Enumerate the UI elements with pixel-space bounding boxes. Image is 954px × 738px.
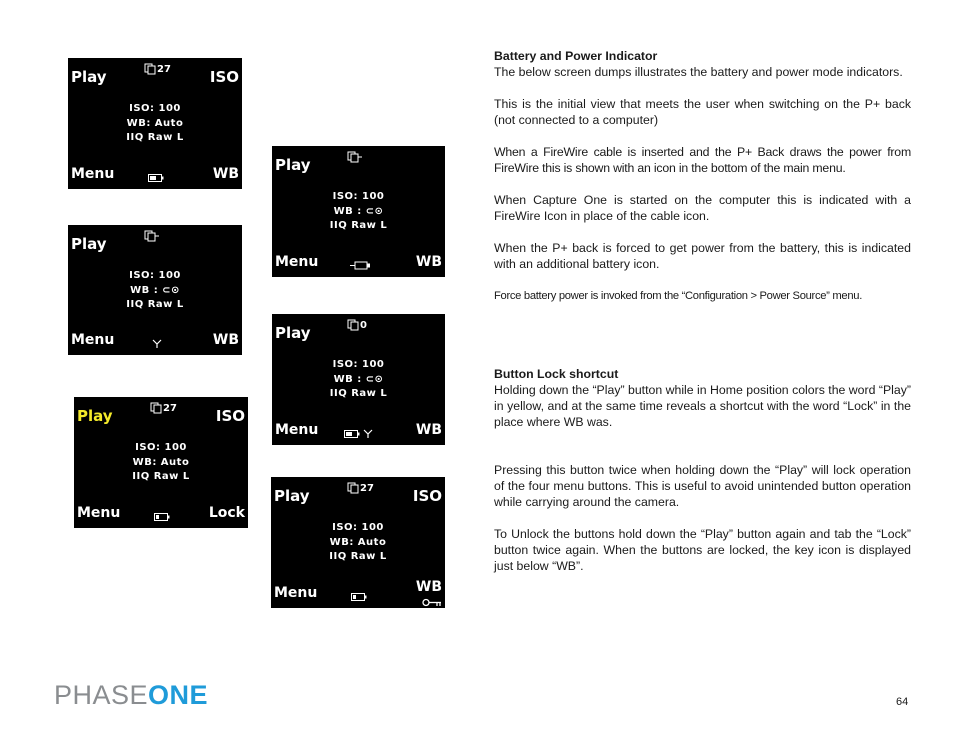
camera-screen-forced-battery — [272, 314, 445, 445]
play-button-label[interactable]: Play — [275, 156, 311, 174]
camera-screen-locked — [271, 477, 445, 608]
camera-screen-firewire — [68, 225, 242, 355]
capture-settings — [271, 521, 445, 565]
raw-format: IIQ Raw L — [329, 551, 387, 562]
iso-button-label[interactable]: ISO — [209, 68, 239, 86]
images-icon — [144, 63, 156, 75]
lock-button-label[interactable]: Lock — [208, 505, 245, 521]
play-button-label[interactable]: Play — [274, 487, 310, 505]
image-count — [347, 151, 364, 163]
status-icons — [154, 512, 170, 522]
wb-value: WB: Auto — [132, 456, 190, 468]
button-lock-section — [494, 366, 911, 574]
iso-value: ISO: 100 — [129, 103, 181, 114]
wb-button-label[interactable]: WB — [212, 166, 239, 182]
capture-settings — [272, 358, 445, 402]
battery-icon — [148, 174, 164, 182]
iso-value: ISO: 100 — [332, 359, 385, 370]
battery-icon — [154, 513, 170, 521]
wb-value: WB: Auto — [329, 536, 387, 548]
status-icons — [351, 592, 367, 602]
raw-format: IIQ Raw L — [132, 471, 190, 482]
section-heading: Button Lock shortcut — [494, 367, 619, 381]
paragraph: To Unlock the buttons hold down the “Play” button again and tab the “Lock” button twice again. When the buttons are locked, the key icon is displayed just below “WB”. — [494, 527, 911, 573]
wb-button-label[interactable]: WB — [415, 579, 442, 595]
page-number: 64 — [896, 696, 909, 708]
status-icons — [152, 339, 162, 350]
image-count: 27 — [144, 63, 171, 75]
iso-value: ISO: 100 — [332, 522, 384, 533]
images-icon — [347, 319, 359, 331]
firewire-icon — [363, 429, 373, 439]
image-count: 27 — [347, 482, 374, 494]
battery-icon — [351, 593, 367, 601]
paragraph: This is the initial view that meets the user when switching on the P+ back (not connected to a computer) — [494, 97, 911, 127]
paragraph: Holding down the “Play” button while in Home position colors the word “Play” in yellow, and at the same time reveals a shortcut with the word “Lock” in the place where WB was. — [494, 383, 911, 429]
iso-button-label[interactable]: ISO — [412, 487, 442, 505]
firewire-cable-icon — [350, 261, 372, 270]
camera-screen-cable — [272, 146, 445, 277]
menu-button-label[interactable]: Menu — [275, 254, 319, 270]
menu-button-label[interactable]: Menu — [275, 422, 319, 438]
status-icons — [350, 261, 372, 271]
firewire-icon — [152, 339, 162, 349]
image-count: 0 — [347, 319, 367, 331]
camera-screen-lock-shortcut — [74, 397, 248, 528]
paragraph: When Capture One is started on the computer this is indicated with a FireWire Icon in place of the cable icon. — [494, 193, 911, 223]
menu-button-label[interactable]: Menu — [71, 166, 115, 182]
menu-button-label[interactable]: Menu — [71, 332, 115, 348]
menu-button-label[interactable]: Menu — [77, 505, 121, 521]
status-icons — [148, 173, 164, 183]
capture-settings — [68, 102, 242, 146]
paragraph: When a FireWire cable is inserted and the P+ Back draws the power from FireWire this is shown with an icon in the bottom of the main menu. — [494, 145, 911, 175]
wb-button-label[interactable]: WB — [415, 254, 442, 270]
phase-one-logo: PHASEONE — [54, 680, 209, 710]
wb-value: WB: Auto — [126, 117, 184, 129]
wb-value: WB : ⊂⊙ — [130, 284, 180, 296]
status-icons — [344, 429, 373, 440]
capture-settings — [68, 269, 242, 313]
play-button-label[interactable]: Play — [275, 324, 311, 342]
key-icon — [422, 598, 442, 607]
images-icon — [347, 151, 363, 163]
raw-format: IIQ Raw L — [126, 299, 184, 310]
images-icon — [347, 482, 359, 494]
battery-section — [494, 48, 911, 304]
menu-button-label[interactable]: Menu — [274, 585, 318, 601]
play-button-label[interactable]: Play — [71, 68, 107, 86]
image-count: 27 — [150, 402, 177, 414]
images-icon — [150, 402, 162, 414]
raw-format: IIQ Raw L — [126, 132, 184, 143]
iso-value: ISO: 100 — [332, 191, 385, 202]
play-button-label[interactable]: Play — [77, 407, 113, 425]
paragraph: The below screen dumps illustrates the battery and power mode indicators. — [494, 65, 903, 79]
wb-button-label[interactable]: WB — [415, 422, 442, 438]
images-icon — [144, 230, 160, 242]
wb-button-label[interactable]: WB — [212, 332, 239, 348]
iso-button-label[interactable]: ISO — [215, 407, 245, 425]
capture-settings — [74, 441, 248, 485]
paragraph: Pressing this button twice when holding down the “Play” will lock operation of the four menu buttons. This is useful to avoid unintended button operation while carrying around the camera. — [494, 463, 911, 509]
image-count — [144, 230, 161, 242]
raw-format: IIQ Raw L — [329, 388, 388, 399]
wb-value: WB : ⊂⊙ — [333, 205, 384, 217]
iso-value: ISO: 100 — [129, 270, 181, 281]
play-button-label[interactable]: Play — [71, 235, 107, 253]
battery-icon — [344, 430, 360, 438]
capture-settings — [272, 190, 445, 234]
wb-value: WB : ⊂⊙ — [333, 373, 384, 385]
iso-value: ISO: 100 — [135, 442, 187, 453]
paragraph: When the P+ back is forced to get power from the battery, this is indicated with an additional battery icon. — [494, 241, 911, 271]
paragraph: Force battery power is invoked from the “Configuration > Power Source” menu. — [494, 290, 863, 302]
camera-screen-initial — [68, 58, 242, 189]
section-heading: Battery and Power Indicator — [494, 49, 658, 63]
raw-format: IIQ Raw L — [329, 220, 388, 231]
